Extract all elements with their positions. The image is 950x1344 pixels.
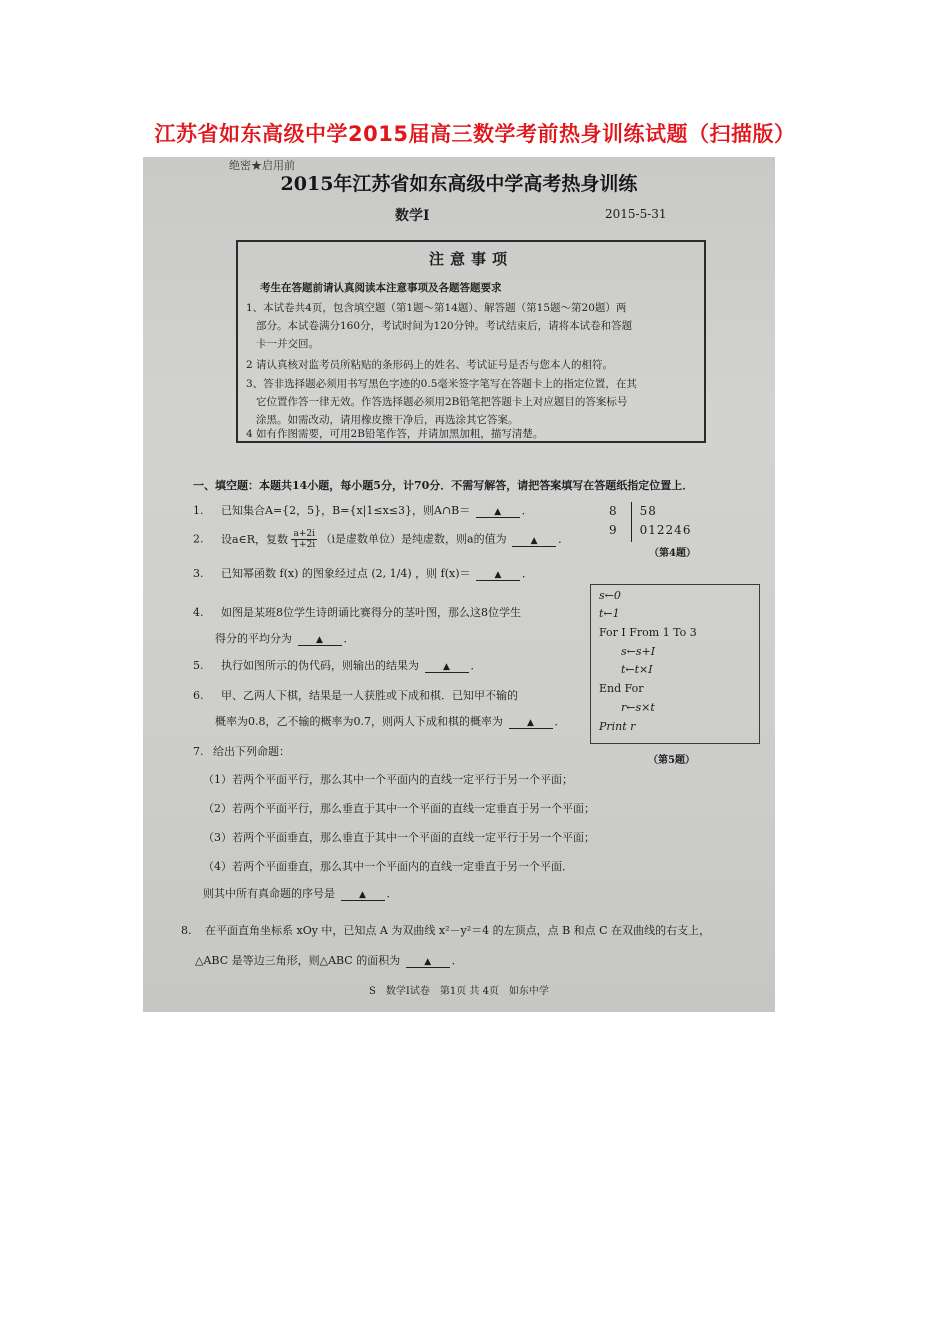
question-number: 1. [193,504,204,517]
notice-line: 2 请认真核对监考员所粘贴的条形码上的姓名、考试证号是否与您本人的相符。 [246,359,614,371]
question-number: 4. [193,606,204,619]
question-text: 执行如图所示的伪代码，则输出的结果为 [221,659,419,672]
question-number: 2. [193,532,204,546]
answer-blank [476,507,520,518]
answer-blank [298,635,342,646]
question-6 [193,687,518,703]
point-coordinates: (2, 1/4) [371,567,412,580]
code-line: t←1 [599,607,620,620]
question-text: 已知幂函数 f(x) 的图象经过点 [221,567,368,580]
subject-label: 数学I [395,208,430,224]
exam-title: 2015年江苏省如东高级中学高考热身训练 [280,173,638,195]
question-text: △ABC 是等边三角形，则△ABC 的面积为 [195,954,401,967]
page-footer: S 数学Ⅰ试卷 第1页 共 4页 如东中学 [369,986,549,997]
section-heading: 一、填空题：本题共14小题，每小题5分，计70分．不需写解答，请把答案填写在答题纸指定位置上． [193,479,694,492]
code-line: Print r [599,720,636,733]
question-number: 8. [181,924,192,937]
code-line: s←s+I [621,645,656,658]
notice-box [236,240,706,443]
stem-leaf-row: 9 012246 [609,523,692,537]
question-2: 2. 设a∈R，复数 $\frac{a+2i}{1+2i}$ （i是虚数单位）是纯虚数，则a的值为 ▲ ． [193,529,570,550]
notice-line: 卡一并交回。 [256,338,319,350]
triangle-marker-icon: ▲ [443,662,450,672]
question-4 [193,604,521,620]
question-text: 得分的平均分为 [215,632,292,645]
proposition-item: （2）若两个平面平行，那么垂直于其中一个平面的直线一定垂直于另一个平面； [203,802,595,815]
triangle-marker-icon: ▲ [494,507,502,517]
question-number: 3. [193,567,204,580]
question-text: 如图是某班8位学生诗朗诵比赛得分的茎叶图，那么这8位学生 [221,606,521,619]
pseudocode-box [590,584,760,744]
notice-line: 它位置作答一律无效。作答选择题必须用2B铅笔把答题卡上对应题目的答案标号 [256,396,628,408]
proposition-item: （3）若两个平面垂直，那么垂直于其中一个平面的直线一定平行于另一个平面； [203,831,595,844]
answer-blank [512,536,556,547]
answer-blank [406,957,450,968]
triangle-marker-icon: ▲ [316,635,323,645]
question-text: 甲、乙两人下棋，结果是一人获胜或下成和棋．已知甲不输的 [221,689,518,702]
question-7-ask: 则其中所有真命题的序号是 ▲ ． [203,887,398,900]
exam-date: 2015-5-31 [605,207,667,221]
code-line: End For [599,682,644,695]
answer-blank [476,570,520,581]
question-text: 给出下列命题： [213,745,290,758]
notice-line: 3、答非选择题必须用书写黑色字迹的0.5毫米签字笔写在答题卡上的指定位置，在其 [246,378,637,390]
stem-leaf-plot [601,502,751,562]
question-8 [181,922,710,938]
proposition-item: （4）若两个平面垂直，那么其中一个平面内的直线一定垂直于另一个平面． [203,860,573,873]
question-number: 6. [193,689,204,702]
question-text: 在平面直角坐标系 xOy 中，已知点 A 为双曲线 x²－y²＝4 的左顶点，点 B 和点 C 在双曲线的右支上， [205,924,711,937]
answer-blank [425,662,469,673]
notice-title: 注意事项 [428,250,513,268]
notice-line: 涂黑。如需改动，请用橡皮擦干净后，再选涂其它答案。 [256,414,519,426]
code-line: s←0 [599,589,621,602]
question-text: 则其中所有真命题的序号是 [203,887,335,900]
question-text: （i是虚数单位）是纯虚数，则a的值为 [320,532,507,546]
triangle-marker-icon: ▲ [527,718,534,728]
code-line: r←s×t [621,701,655,714]
question-8-cont: △ABC 是等边三角形，则△ABC 的面积为 ▲ ． [195,954,463,967]
proposition-item: （1）若两个平面平行，那么其中一个平面内的直线一定平行于另一个平面； [203,773,573,786]
question-7 [193,743,290,759]
answer-blank [341,890,385,901]
triangle-marker-icon: ▲ [359,890,366,900]
code-line: For I From 1 To 3 [599,626,697,639]
figure-caption: （第5题） [648,755,695,766]
question-text: 已知集合A={2，5}，B={x|1≤x≤3}，则A∩B＝ [221,504,471,517]
question-5: 5. 执行如图所示的伪代码，则输出的结果为 ▲ ． [193,659,482,672]
question-1: 1. 已知集合A={2，5}，B={x|1≤x≤3}，则A∩B＝ ▲ ． [193,504,533,517]
question-text: ，则 f(x)＝ [415,567,471,580]
triangle-marker-icon: ▲ [494,570,502,580]
triangle-marker-icon: ▲ [424,957,432,967]
figure-caption: （第4题） [649,548,696,559]
question-4-cont: 得分的平均分为 ▲ ． [215,632,355,645]
notice-line: 4 如有作图需要，可用2B铅笔作答，并请加黑加粗，描写清楚。 [246,428,544,440]
question-6-cont: 概率为0.8，乙不输的概率为0.7，则两人下成和棋的概率为 ▲ ． [215,715,566,728]
question-3: 3. 已知幂函数 f(x) 的图象经过点 (2, 1/4) ，则 f(x)＝ ▲ ． [193,567,533,580]
answer-blank [509,718,553,729]
scanned-exam-page [143,157,775,1012]
complex-fraction: $\frac{a+2i}{1+2i}$ [293,529,316,550]
notice-line: 1、本试卷共4页，包含填空题（第1题～第14题）、解答题（第15题～第20题）两 [246,302,627,314]
document-title: 江苏省如东高级中学2015届高三数学考前热身训练试题（扫描版） [154,122,796,146]
code-line: t←t×I [621,663,653,676]
stem-leaf-row: 8 58 [609,504,657,518]
triangle-marker-icon: ▲ [530,535,538,546]
question-text: 设a∈R，复数 [221,532,288,546]
notice-subtitle: 考生在答题前请认真阅读本注意事项及各题答题要求 [260,282,502,294]
question-number: 5. [193,659,204,672]
question-number: 7. [193,745,204,758]
confidential-label: 绝密★启用前 [229,159,295,172]
notice-line: 部分。本试卷满分160分，考试时间为120分钟。考试结束后，请将本试卷和答题 [256,320,633,332]
question-text: 概率为0.8，乙不输的概率为0.7，则两人下成和棋的概率为 [215,715,503,728]
